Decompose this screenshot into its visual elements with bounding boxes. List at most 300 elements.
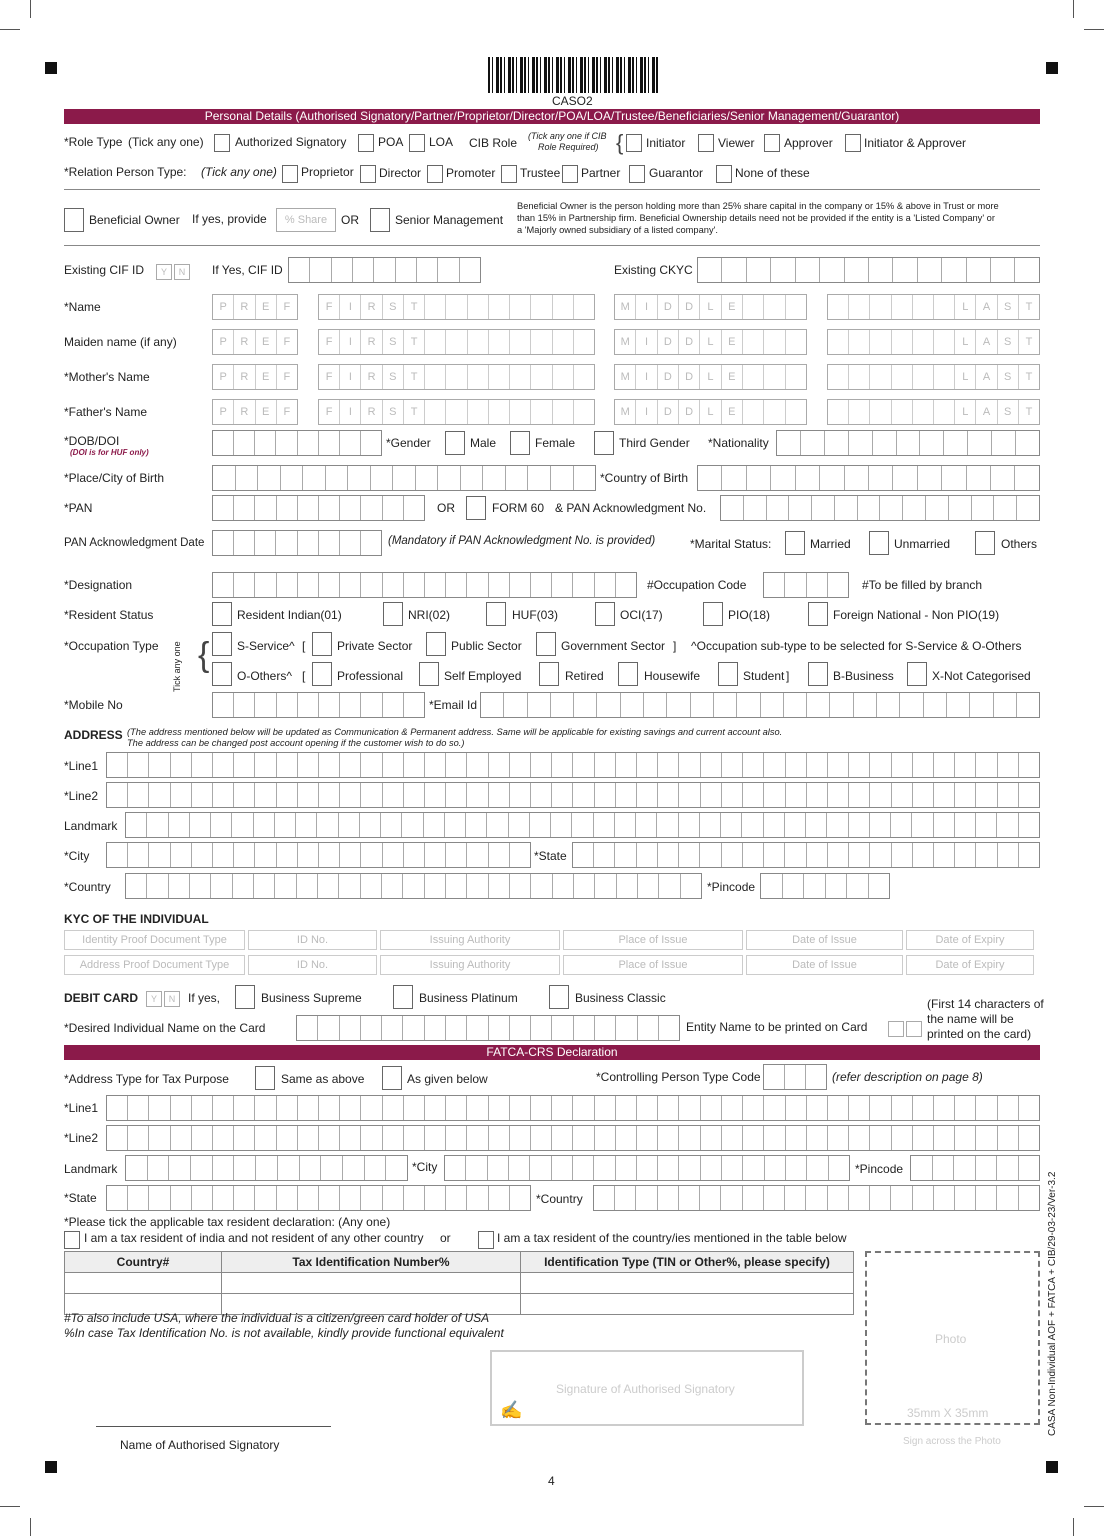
kyc-r2-c5[interactable]: Date of Issue (746, 955, 903, 975)
checkbox-poa[interactable] (358, 134, 374, 152)
cib-hint-2: Role Required) (538, 142, 599, 152)
addr-country-label: *Country (64, 880, 111, 894)
name-cell: L (700, 330, 721, 354)
third-gender-label: Third Gender (619, 436, 690, 450)
married-label: Married (810, 537, 851, 551)
name-prefix-input[interactable] (212, 399, 298, 425)
table-cell[interactable] (521, 1273, 854, 1294)
birth-city-input[interactable] (212, 465, 596, 491)
checkbox-business-platinum[interactable] (393, 985, 413, 1009)
opt-housewife: Housewife (644, 669, 701, 683)
opt-approver: Approver (784, 136, 833, 150)
role-type-label: *Role Type (64, 135, 123, 149)
same-label: Same as above (281, 1072, 365, 1086)
name-cell: T (404, 295, 425, 319)
opt-business-classic: Business Classic (575, 991, 666, 1005)
kyc-title: KYC OF THE INDIVIDUAL (64, 912, 209, 926)
beneficial-note-1: Beneficial Owner is the person holding more than 25% share capital in the company or 15% & above in Trust or more (517, 201, 999, 211)
opt-retired: Retired (565, 669, 604, 683)
opt-foreign: Foreign National - Non PIO(19) (833, 608, 1000, 622)
name-cell: R (361, 295, 382, 319)
cib-hint-1: (Tick any one if CIB (528, 131, 607, 141)
name-row-label: Maiden name (if any) (64, 335, 177, 349)
checkbox-form60[interactable] (466, 496, 486, 520)
checkbox-housewife[interactable] (618, 662, 638, 686)
desired-name-label: *Desired Individual Name on the Card (64, 1021, 266, 1035)
opt-none: None of these (735, 166, 810, 180)
name-cell: R (234, 330, 255, 354)
checkbox-retired[interactable] (539, 662, 559, 686)
kyc-r1-c4[interactable]: Place of Issue (563, 930, 743, 950)
barcode (488, 57, 658, 93)
checkbox-beneficial-owner[interactable] (64, 208, 84, 232)
cp-code-label: *Controlling Person Type Code (596, 1070, 761, 1084)
name-last-input[interactable] (827, 329, 1040, 355)
checkbox-proprietor[interactable] (282, 165, 298, 183)
dob-note: (DOI is for HUF only) (70, 448, 149, 457)
checkbox-none[interactable] (716, 165, 732, 183)
fatca-landmark-input[interactable] (125, 1155, 408, 1181)
name-cell (849, 330, 870, 354)
cif-id-input[interactable] (288, 257, 481, 283)
name-cell (531, 330, 552, 354)
name-middle-input[interactable] (614, 364, 807, 390)
name-cell: P (213, 400, 234, 424)
name-cell (468, 295, 489, 319)
checkbox-resident-indian[interactable] (212, 602, 232, 626)
dob-input[interactable] (212, 430, 382, 456)
barcode-code: CASO2 (552, 94, 593, 108)
addr-landmark-input[interactable] (125, 812, 1040, 838)
entity-n[interactable] (906, 1021, 922, 1037)
debit-ifyes: If yes, (188, 991, 221, 1005)
kyc-r2-c4[interactable]: Place of Issue (563, 955, 743, 975)
cif-y[interactable]: Y (156, 264, 172, 280)
occ-code-input[interactable] (763, 572, 849, 598)
name-last-input[interactable] (827, 294, 1040, 320)
name-cell (446, 400, 467, 424)
name-cell (849, 365, 870, 389)
name-cell: L (955, 330, 976, 354)
share-input[interactable]: % Share (276, 208, 336, 232)
checkbox-student[interactable] (718, 662, 738, 686)
pan-ack-input[interactable] (720, 495, 1040, 521)
name-cell (764, 295, 785, 319)
beneficial-label: Beneficial Owner (89, 213, 180, 227)
name-cell: D (658, 330, 679, 354)
opt-business-platinum: Business Platinum (419, 991, 518, 1005)
name-cell: E (256, 365, 277, 389)
name-cell (489, 365, 510, 389)
ckyc-input[interactable] (697, 257, 1040, 283)
name-cell: I (340, 400, 361, 424)
debit-n[interactable]: N (164, 991, 180, 1007)
name-cell: D (679, 295, 700, 319)
checkbox-business-classic[interactable] (549, 985, 569, 1009)
checkbox-government-sector[interactable] (536, 632, 556, 656)
name-cell (553, 365, 574, 389)
checkbox-public-sector[interactable] (426, 632, 446, 656)
checkbox-authorized-signatory[interactable] (214, 134, 230, 152)
addr-line1-label: *Line1 (64, 759, 99, 773)
name-cell: F (319, 400, 340, 424)
name-cell: A (976, 365, 997, 389)
gender-label: *Gender (386, 436, 431, 450)
name-cell (574, 295, 594, 319)
pan-or: OR (437, 501, 455, 515)
opt-nri: NRI(02) (408, 608, 451, 622)
fatca-line2-input[interactable] (106, 1125, 1040, 1151)
male-label: Male (470, 436, 497, 450)
name-cell: T (1025, 336, 1033, 348)
addr-line1-input[interactable] (106, 752, 1040, 778)
opt-director: Director (379, 166, 422, 180)
name-cell: S (998, 400, 1019, 424)
name-cell: D (658, 295, 679, 319)
checkbox-professional[interactable] (312, 662, 332, 686)
footnote-2: %In case Tax Identification No. is not available, kindly provide functional equivalent (64, 1326, 504, 1340)
debit-note-2: the name will be (927, 1012, 1014, 1026)
given-label: As given below (407, 1072, 488, 1086)
checkbox-decl-other[interactable] (478, 1231, 494, 1249)
opt-promoter: Promoter (446, 166, 496, 180)
name-cell: M (615, 365, 636, 389)
checkbox-third-gender[interactable] (594, 431, 614, 455)
photo-label: Photo (935, 1332, 967, 1346)
checkbox-promoter[interactable] (427, 165, 443, 183)
checkbox-guarantor[interactable] (629, 165, 645, 183)
name-first-input[interactable] (318, 364, 595, 390)
name-cell (849, 295, 870, 319)
kyc-r2-c2[interactable]: ID No. (248, 955, 377, 975)
checkbox-loa[interactable] (409, 134, 425, 152)
checkbox-b-business[interactable] (808, 662, 828, 686)
table-cell[interactable] (65, 1273, 222, 1294)
beneficial-note-2: than 15% in Partnership firm. Beneficial Ownership details need not be provided if the entity is a 'Listed Company' or (517, 213, 995, 223)
debit-title: DEBIT CARD (64, 991, 138, 1005)
name-cell: A (976, 295, 997, 319)
opt-public-sector: Public Sector (451, 639, 522, 653)
name-cell (870, 365, 891, 389)
name-cell (892, 295, 913, 319)
name-cell (425, 400, 446, 424)
name-cell: E (722, 400, 743, 424)
checkbox-director[interactable] (360, 165, 376, 183)
footnote-1: #To also include USA, where the individual is a citizen/green card holder of USA (64, 1311, 490, 1325)
ckyc-label: Existing CKYC (614, 263, 693, 277)
kyc-r2-c6[interactable]: Date of Expiry (906, 955, 1034, 975)
designation-label: *Designation (64, 578, 133, 592)
tax-table (64, 1251, 854, 1315)
name-cell: T (1025, 406, 1033, 418)
name-first-input[interactable] (318, 294, 595, 320)
name-first-input[interactable] (318, 399, 595, 425)
senior-label: Senior Management (395, 213, 504, 227)
nationality-label: *Nationality (708, 436, 769, 450)
kyc-r1-c6[interactable]: Date of Expiry (906, 930, 1034, 950)
kyc-r1-c5[interactable]: Date of Issue (746, 930, 903, 950)
opt-authorized-signatory: Authorized Signatory (235, 135, 347, 149)
decl-india: I am a tax resident of india and not resident of any other country (84, 1231, 424, 1245)
country-birth-label: *Country of Birth (600, 471, 689, 485)
name-cell (786, 400, 806, 424)
entity-name-label: Entity Name to be printed on Card (686, 1020, 868, 1034)
page-number: 4 (548, 1474, 555, 1488)
desired-name-input[interactable] (296, 1015, 680, 1041)
designation-input[interactable] (212, 572, 637, 598)
entity-y[interactable] (888, 1021, 904, 1037)
name-prefix-input[interactable] (212, 294, 298, 320)
addr-city-input[interactable] (106, 842, 531, 868)
bracket-close-1: ] (673, 639, 677, 653)
mobile-input[interactable] (212, 692, 425, 718)
address-title: ADDRESS (64, 728, 123, 742)
opt-o-others: O-Others^ (237, 669, 292, 683)
checkbox-foreign[interactable] (808, 602, 828, 626)
fatca-country-input[interactable] (593, 1185, 1040, 1211)
checkbox-business-supreme[interactable] (235, 985, 255, 1009)
addr-pincode-label: *Pincode (707, 880, 756, 894)
name-cell (828, 400, 849, 424)
name-cell: R (234, 400, 255, 424)
name-cell (425, 330, 446, 354)
address-note-1: (The address mentioned below will be updated as Communication & Permanent address. Same will be applicable for existing savings and current account also. (127, 727, 783, 737)
checkbox-oci[interactable] (595, 602, 615, 626)
nationality-input[interactable] (776, 430, 1040, 456)
refer-note: (refer description on page 8) (832, 1070, 983, 1084)
name-cell: I (340, 330, 361, 354)
section-header-fatca: FATCA-CRS Declaration (64, 1045, 1040, 1060)
fatca-pincode-label: *Pincode (855, 1162, 904, 1176)
name-cell: L (700, 365, 721, 389)
name-cell: R (361, 365, 382, 389)
checkbox-trustee[interactable] (501, 165, 517, 183)
name-cell: S (998, 330, 1019, 354)
name-cell: M (615, 400, 636, 424)
debit-y[interactable]: Y (146, 991, 162, 1007)
checkbox-senior-management[interactable] (370, 208, 390, 232)
pan-input[interactable] (212, 495, 425, 521)
name-cell (489, 330, 510, 354)
addr-country-input[interactable] (125, 873, 702, 899)
table-cell[interactable] (222, 1273, 521, 1294)
branch-note: #To be filled by branch (862, 578, 983, 592)
opt-huf: HUF(03) (512, 608, 559, 622)
name-cell: I (636, 365, 657, 389)
fatca-line2-label: *Line2 (64, 1131, 99, 1145)
name-cell: I (340, 295, 361, 319)
decl-or: or (440, 1231, 451, 1245)
checkbox-male[interactable] (445, 431, 465, 455)
addr-pincode-input[interactable] (760, 873, 890, 899)
name-cell (870, 295, 891, 319)
name-cell (574, 365, 594, 389)
addr-state-label: *State (534, 849, 567, 863)
name-cell: F (283, 406, 291, 418)
name-cell (786, 295, 806, 319)
name-cell: E (722, 330, 743, 354)
section-header-personal: Personal Details (Authorised Signatory/Partner/Proprietor/Director/POA/LOA/Trustee/Beneficiaries/Senior Management/Guarantor) (64, 109, 1040, 124)
fatca-city-label: *City (412, 1160, 438, 1174)
name-cell: P (213, 330, 234, 354)
resident-label: *Resident Status (64, 608, 154, 622)
opt-partner: Partner (581, 166, 621, 180)
opt-guarantor: Guarantor (649, 166, 704, 180)
side-code: CASA Non-Individual AOF + FATCA + CIB/29-03-23/Ver-3.2 (1047, 1171, 1058, 1436)
bracket-open-1: [ (302, 639, 306, 653)
name-cell (425, 365, 446, 389)
name-cell (425, 295, 446, 319)
marital-label: *Marital Status: (690, 537, 772, 551)
addr-state-input[interactable] (572, 842, 1040, 868)
checkbox-unmarried[interactable] (869, 531, 889, 555)
name-cell: D (679, 330, 700, 354)
name-cell (743, 365, 764, 389)
beneficial-note-3: a 'Majorly owned subsidiary of a listed company'. (517, 225, 718, 235)
name-cell: I (340, 365, 361, 389)
checkbox-as-given-below[interactable] (382, 1066, 402, 1090)
checkbox-same-as-above[interactable] (255, 1066, 275, 1090)
name-cell: S (998, 295, 1019, 319)
addr-line2-input[interactable] (106, 782, 1040, 808)
checkbox-married[interactable] (785, 531, 805, 555)
name-cell (828, 295, 849, 319)
occ-brace: { (198, 636, 210, 674)
checkbox-private-sector[interactable] (312, 632, 332, 656)
kyc-r2-c1[interactable]: Address Proof Document Type (64, 955, 245, 975)
signature-box-label: Signature of Authorised Signatory (556, 1382, 735, 1396)
fatca-city-input[interactable] (444, 1155, 850, 1181)
name-cell: M (615, 330, 636, 354)
debit-note-1: (First 14 characters of (927, 997, 1044, 1011)
name-last-input[interactable] (827, 364, 1040, 390)
name-cell (489, 400, 510, 424)
opt-initiator: Initiator (646, 136, 686, 150)
checkbox-initiator-approver[interactable] (845, 134, 861, 152)
checkbox-self-employed[interactable] (419, 662, 439, 686)
checkbox-initiator[interactable] (626, 134, 642, 152)
name-last-input[interactable] (827, 399, 1040, 425)
panack-date-input[interactable] (212, 530, 382, 556)
opt-professional: Professional (337, 669, 404, 683)
kyc-r2-c3[interactable]: Issuing Authority (380, 955, 560, 975)
name-cell: S (998, 365, 1019, 389)
name-prefix-input[interactable] (212, 364, 298, 390)
pan-label: *PAN (64, 501, 93, 515)
checkbox-female[interactable] (510, 431, 530, 455)
name-cell: R (234, 295, 255, 319)
name-cell: P (213, 295, 234, 319)
cp-code-input[interactable] (763, 1064, 827, 1090)
name-cell: R (361, 330, 382, 354)
addr-line2-label: *Line2 (64, 789, 99, 803)
opt-b-business: B-Business (833, 669, 894, 683)
name-cell (446, 295, 467, 319)
name-middle-input[interactable] (614, 294, 807, 320)
name-cell (468, 400, 489, 424)
kyc-r1-c2[interactable]: ID No. (248, 930, 377, 950)
name-cell (913, 330, 934, 354)
name-cell (531, 400, 552, 424)
checkbox-nri[interactable] (383, 602, 403, 626)
cif-label: Existing CIF ID (64, 263, 145, 277)
checkbox-decl-india[interactable] (64, 1231, 80, 1249)
name-middle-input[interactable] (614, 399, 807, 425)
tick-any-one: Tick any one (172, 641, 182, 692)
checkbox-huf[interactable] (486, 602, 506, 626)
opt-resident-indian: Resident Indian(01) (237, 608, 342, 622)
name-cell (786, 365, 806, 389)
debit-note-3: printed on the card) (927, 1027, 1032, 1041)
name-cell: P (213, 365, 234, 389)
checkbox-x-not[interactable] (907, 662, 927, 686)
fatca-pincode-input[interactable] (910, 1155, 1040, 1181)
name-cell: E (256, 330, 277, 354)
name-cell: T (404, 330, 425, 354)
email-input[interactable] (480, 692, 1040, 718)
kyc-r1-c1[interactable]: Identity Proof Document Type (64, 930, 245, 950)
name-cell: F (283, 371, 291, 383)
others-label: Others (1001, 537, 1038, 551)
country-birth-input[interactable] (697, 465, 1040, 491)
checkbox-viewer[interactable] (698, 134, 714, 152)
name-first-input[interactable] (318, 329, 595, 355)
name-cell (764, 400, 785, 424)
name-cell (913, 400, 934, 424)
checkbox-partner[interactable] (562, 165, 578, 183)
name-cell (934, 330, 955, 354)
name-cell (892, 330, 913, 354)
fatca-state-input[interactable] (106, 1185, 531, 1211)
brace: { (616, 130, 624, 155)
name-cell: E (722, 295, 743, 319)
name-cell: S (383, 365, 404, 389)
name-cell (828, 365, 849, 389)
fatca-line1-input[interactable] (106, 1095, 1040, 1121)
name-cell: D (658, 365, 679, 389)
name-cell (934, 295, 955, 319)
opt-initiator-approver: Initiator & Approver (864, 136, 967, 150)
name-cell: L (955, 400, 976, 424)
name-cell: D (658, 400, 679, 424)
checkbox-pio[interactable] (703, 602, 723, 626)
role-type-hint: (Tick any one) (128, 135, 204, 149)
cif-n[interactable]: N (174, 264, 190, 280)
name-cell (913, 365, 934, 389)
panack-label: PAN Acknowledgment Date (64, 537, 205, 549)
name-cell: R (361, 400, 382, 424)
name-cell (828, 330, 849, 354)
occ-note: ^Occupation sub-type to be selected for S-Service & O-Others (691, 639, 1022, 653)
name-prefix-input[interactable] (212, 329, 298, 355)
name-cell: T (404, 365, 425, 389)
checkbox-o-others[interactable] (212, 662, 232, 686)
checkbox-others[interactable] (975, 531, 995, 555)
name-cell: E (256, 295, 277, 319)
name-cell (743, 400, 764, 424)
checkbox-approver[interactable] (764, 134, 780, 152)
name-cell (913, 295, 934, 319)
name-middle-input[interactable] (614, 329, 807, 355)
table-cell[interactable] (521, 1294, 854, 1315)
opt-trustee: Trustee (520, 166, 561, 180)
name-cell: A (976, 330, 997, 354)
kyc-r1-c3[interactable]: Issuing Authority (380, 930, 560, 950)
name-cell: M (615, 295, 636, 319)
name-row-label: *Mother's Name (64, 370, 150, 384)
checkbox-s-service[interactable] (212, 632, 232, 656)
name-cell (553, 295, 574, 319)
